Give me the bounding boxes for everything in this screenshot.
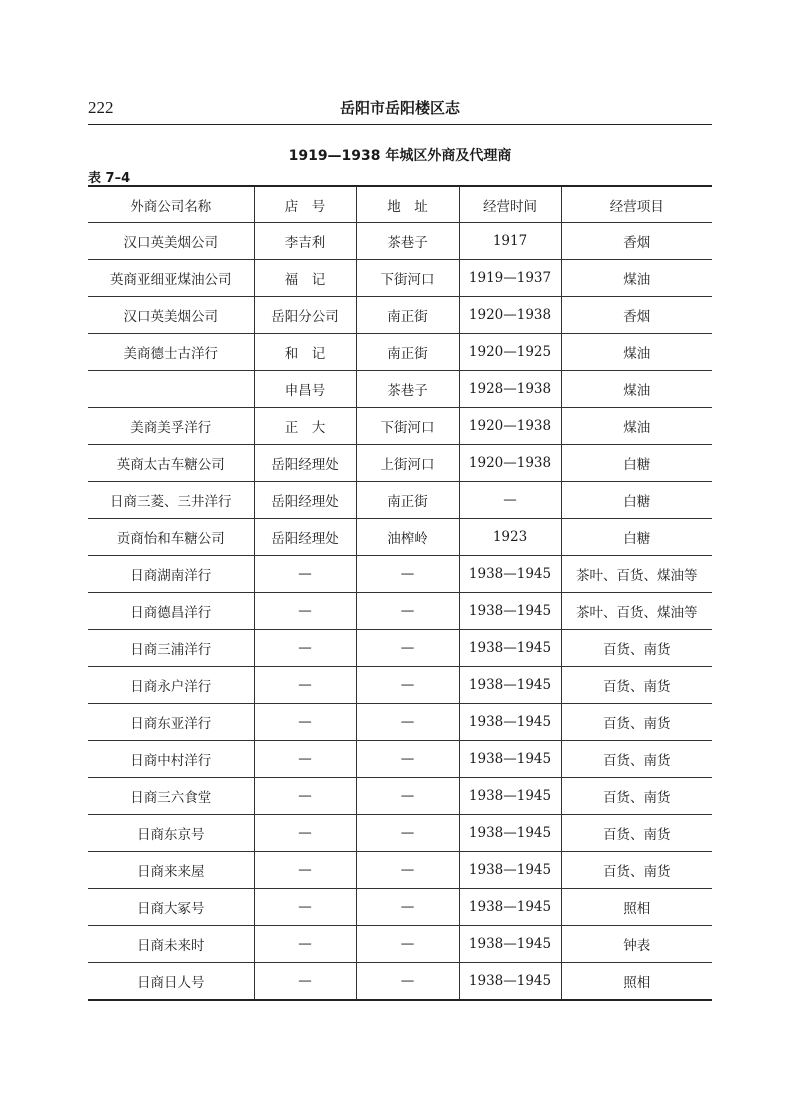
book-title: 岳阳市岳阳楼区志 [339,99,460,117]
shop-name-cell: — [254,926,356,963]
business-items-cell: 百货、南货 [561,630,712,667]
address-cell: 南正街 [356,482,459,519]
business-items-cell: 煤油 [561,334,712,371]
address-cell: — [356,667,459,704]
table-row [88,260,712,297]
operating-period-cell: 1938—1945 [459,704,561,741]
company-name-cell: 日商大冢号 [88,889,254,926]
table-title: 1919—1938 年城区外商及代理商 [288,148,512,164]
company-name-cell: 日商中村洋行 [88,741,254,778]
address-cell: — [356,556,459,593]
address-cell: — [356,815,459,852]
table-row [88,445,712,482]
business-items-cell: 香烟 [561,297,712,334]
address-cell: — [356,889,459,926]
table-header [88,186,712,223]
address-cell: — [356,593,459,630]
operating-period-cell: 1938—1945 [459,630,561,667]
address-cell: — [356,778,459,815]
shop-name-cell: — [254,778,356,815]
address-cell: 下街河口 [356,408,459,445]
operating-period-cell: 1938—1945 [459,963,561,1001]
business-items-cell: 香烟 [561,223,712,260]
operating-period-cell: 1938—1945 [459,556,561,593]
col-operating-period: 经营时间 [459,186,561,223]
table-row [88,778,712,815]
business-items-cell: 百货、南货 [561,815,712,852]
business-items-cell: 百货、南货 [561,704,712,741]
operating-period-cell: 1923 [459,519,561,556]
business-items-cell: 白糖 [561,445,712,482]
address-cell: — [356,926,459,963]
address-cell: — [356,963,459,1001]
operating-period-cell: 1938—1945 [459,593,561,630]
company-name-cell: 日商永户洋行 [88,667,254,704]
operating-period-cell: 1917 [459,223,561,260]
table-row [88,889,712,926]
shop-name-cell: — [254,556,356,593]
operating-period-cell: 1938—1945 [459,778,561,815]
page-number: 222 [88,98,114,117]
shop-name-cell: — [254,852,356,889]
table-row [88,334,712,371]
business-items-cell: 煤油 [561,260,712,297]
shop-name-cell: — [254,667,356,704]
shop-name-cell: 和 记 [254,334,356,371]
table-row [88,926,712,963]
company-name-cell: 日商东京号 [88,815,254,852]
company-name-cell: 日商来来屋 [88,852,254,889]
header-row [88,186,712,223]
shop-name-cell: 岳阳经理处 [254,482,356,519]
business-items-cell: 白糖 [561,482,712,519]
table-row [88,223,712,260]
address-cell: 茶巷子 [356,371,459,408]
company-name-cell: 美商德士古洋行 [88,334,254,371]
shop-name-cell: — [254,815,356,852]
shop-name-cell: 岳阳分公司 [254,297,356,334]
shop-name-cell: — [254,963,356,1001]
address-cell: 南正街 [356,334,459,371]
table-body [88,223,712,1001]
company-name-cell: 日商三六食堂 [88,778,254,815]
operating-period-cell: 1919—1937 [459,260,561,297]
shop-name-cell: — [254,741,356,778]
business-items-cell: 照相 [561,963,712,1001]
shop-name-cell: 正 大 [254,408,356,445]
address-cell: — [356,704,459,741]
operating-period-cell: 1920—1925 [459,334,561,371]
operating-period-cell: 1938—1945 [459,852,561,889]
business-items-cell: 百货、南货 [561,778,712,815]
company-name-cell: 日商未来时 [88,926,254,963]
table-row [88,741,712,778]
table-row [88,704,712,741]
company-name-cell: 英商亚细亚煤油公司 [88,260,254,297]
shop-name-cell: 岳阳经理处 [254,519,356,556]
shop-name-cell: — [254,704,356,741]
table-row [88,408,712,445]
company-name-cell: 贡商怡和车糖公司 [88,519,254,556]
company-name-cell [88,371,254,408]
business-items-cell: 百货、南货 [561,667,712,704]
company-name-cell: 美商美孚洋行 [88,408,254,445]
address-cell: — [356,852,459,889]
company-name-cell: 汉口英美烟公司 [88,223,254,260]
operating-period-cell: 1938—1945 [459,815,561,852]
shop-name-cell: — [254,593,356,630]
address-cell: — [356,630,459,667]
table-row [88,852,712,889]
operating-period-cell: 1920—1938 [459,297,561,334]
company-name-cell: 日商东亚洋行 [88,704,254,741]
business-items-cell: 茶叶、百货、煤油等 [561,556,712,593]
address-cell: — [356,741,459,778]
operating-period-cell: 1938—1945 [459,667,561,704]
business-items-cell: 白糖 [561,519,712,556]
business-items-cell: 百货、南货 [561,741,712,778]
operating-period-cell: — [459,482,561,519]
company-name-cell: 日商日人号 [88,963,254,1001]
shop-name-cell: 申昌号 [254,371,356,408]
col-address: 地 址 [356,186,459,223]
foreign-merchants-table [88,185,712,1001]
table-row [88,297,712,334]
business-items-cell: 茶叶、百货、煤油等 [561,593,712,630]
table-row [88,815,712,852]
table-label: 表 7–4 [88,171,131,186]
company-name-cell: 日商湖南洋行 [88,556,254,593]
address-cell: 下街河口 [356,260,459,297]
col-company-name: 外商公司名称 [88,186,254,223]
table-row [88,519,712,556]
business-items-cell: 煤油 [561,408,712,445]
address-cell: 茶巷子 [356,223,459,260]
address-cell: 南正街 [356,297,459,334]
business-items-cell: 百货、南货 [561,852,712,889]
table-row [88,630,712,667]
table-row [88,482,712,519]
shop-name-cell: 李吉利 [254,223,356,260]
operating-period-cell: 1920—1938 [459,408,561,445]
shop-name-cell: — [254,889,356,926]
shop-name-cell: 福 记 [254,260,356,297]
shop-name-cell: 岳阳经理处 [254,445,356,482]
operating-period-cell: 1938—1945 [459,741,561,778]
company-name-cell: 日商三菱、三井洋行 [88,482,254,519]
table-row [88,963,712,1001]
page-header [88,96,712,125]
col-business-items: 经营项目 [561,186,712,223]
company-name-cell: 日商三浦洋行 [88,630,254,667]
operating-period-cell: 1938—1945 [459,889,561,926]
business-items-cell: 照相 [561,889,712,926]
address-cell: 油榨岭 [356,519,459,556]
company-name-cell: 英商太古车糖公司 [88,445,254,482]
operating-period-cell: 1920—1938 [459,445,561,482]
operating-period-cell: 1938—1945 [459,926,561,963]
table-row [88,593,712,630]
shop-name-cell: — [254,630,356,667]
company-name-cell: 日商德昌洋行 [88,593,254,630]
table-row [88,667,712,704]
address-cell: 上街河口 [356,445,459,482]
business-items-cell: 钟表 [561,926,712,963]
company-name-cell: 汉口英美烟公司 [88,297,254,334]
table-row [88,371,712,408]
business-items-cell: 煤油 [561,371,712,408]
col-shop-name: 店 号 [254,186,356,223]
operating-period-cell: 1928—1938 [459,371,561,408]
table-row [88,556,712,593]
